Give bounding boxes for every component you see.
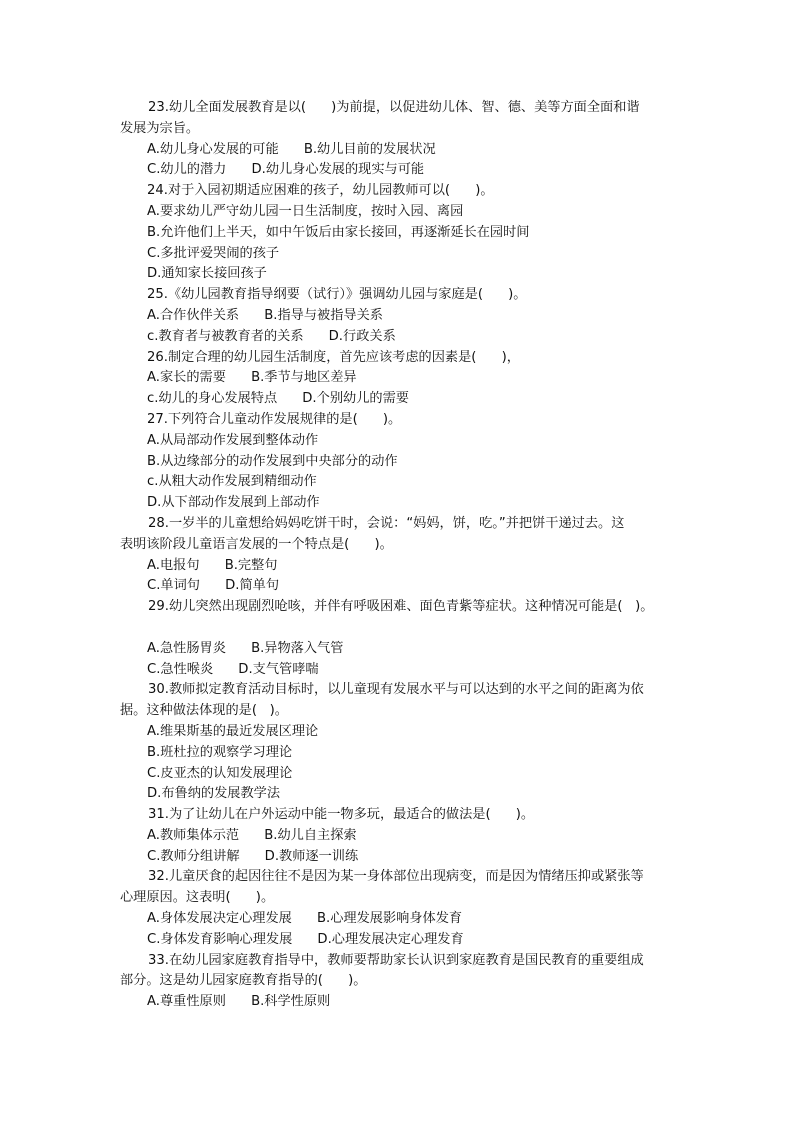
option-line: D.通知家长接回孩子 [147, 266, 267, 282]
question-line: 29.幼儿突然出现剧烈呛咳，并伴有呼吸困难、面色青紫等症状。这种情况可能是( )。 [148, 599, 654, 615]
option-line: c.从粗大动作发展到精细动作 [147, 474, 317, 490]
option-line: A.维果斯基的最近发展区理论 [147, 723, 319, 739]
option-line: 27.下列符合儿童动作发展规律的是( )。 [147, 411, 402, 427]
option-line: 24.对于入园初期适应困难的孩子，幼儿园教师可以( )。 [147, 183, 494, 199]
option-line: D.从下部动作发展到上部动作 [147, 495, 320, 511]
option-line: B.从边缘部分的动作发展到中央部分的动作 [147, 453, 398, 469]
option-line: A.从局部动作发展到整体动作 [147, 432, 319, 448]
option-line: 26.制定合理的幼儿园生活制度，首先应该考虑的因素是( )， [147, 349, 520, 365]
question-continuation: 心理原因。这表明( )。 [120, 890, 275, 906]
option-line: c.幼儿的身心发展特点 D.个别幼儿的需要 [147, 391, 409, 407]
option-line: A.家长的需要 B.季节与地区差异 [147, 370, 357, 386]
option-line: 25.《幼儿园教育指导纲要（试行）》强调幼儿园与家庭是( )。 [147, 287, 527, 303]
question-line: 31.为了让幼儿在户外运动中能一物多玩，最适合的做法是( )。 [148, 807, 535, 823]
question-continuation: 发展为宗旨。 [120, 120, 200, 136]
option-line: C.单词句 D.简单句 [147, 578, 280, 594]
question-line: 28.一岁半的儿童想给妈妈吃饼干时，会说：“妈妈，饼，吃。”并把饼干递过去。这 [148, 515, 625, 531]
question-continuation: 部分。这是幼儿园家庭教育指导的( )。 [120, 973, 367, 989]
blank-line [120, 618, 680, 639]
option-line: B.允许他们上半天，如中午饭后由家长接回，再逐渐延长在园时间 [147, 224, 530, 240]
option-line: D.布鲁纳的发展教学法 [147, 786, 281, 802]
option-line: A.合作伙伴关系 B.指导与被指导关系 [147, 307, 383, 323]
option-line: c.教育者与被教育者的关系 D.行政关系 [147, 328, 396, 344]
question-continuation: 据。这种做法体现的是( )。 [120, 703, 288, 719]
option-line: A.幼儿身心发展的可能 B.幼儿目前的发展状况 [147, 141, 436, 157]
question-line: 33.在幼儿园家庭教育指导中，教师要帮助家长认识到家庭教育是国民教育的重要组成 [148, 952, 644, 968]
document-body [120, 98, 680, 1013]
option-line: C.幼儿的潜力 D.幼儿身心发展的现实与可能 [147, 162, 425, 178]
option-line: C.急性喉炎 D.支气管哮喘 [147, 661, 319, 677]
question-line: 32.儿童厌食的起因往往不是因为某一身体部位出现病变，而是因为情绪压抑或紧张等 [148, 869, 644, 885]
option-line: A.教师集体示范 B.幼儿自主探索 [147, 827, 357, 843]
question-continuation: 表明该阶段儿童语言发展的一个特点是( )。 [120, 536, 393, 552]
option-line: C.多批评爱哭闹的孩子 [147, 245, 280, 261]
option-line: C.皮亚杰的认知发展理论 [147, 765, 293, 781]
option-line: A.急性肠胃炎 B.异物落入气管 [147, 640, 344, 656]
question-line: 23.幼儿全面发展教育是以( )为前提，以促进幼儿体、智、德、美等方面全面和谐 [148, 100, 640, 115]
option-line: A.尊重性原则 B.科学性原则 [147, 994, 331, 1010]
option-line: A.身体发展决定心理发展 B.心理发展影响身体发育 [147, 911, 463, 927]
option-line: A.电报句 B.完整句 [147, 557, 278, 573]
option-line: B.班杜拉的观察学习理论 [147, 744, 293, 760]
question-line: 30.教师拟定教育活动目标时，以儿童现有发展水平与可以达到的水平之间的距离为依 [148, 682, 644, 698]
option-line: C.身体发育影响心理发展 D.心理发展决定心理发育 [147, 931, 464, 947]
option-line: A.要求幼儿严守幼儿园一日生活制度，按时入园、离园 [147, 203, 464, 219]
option-line: C.教师分组讲解 D.教师逐一训练 [147, 848, 359, 864]
